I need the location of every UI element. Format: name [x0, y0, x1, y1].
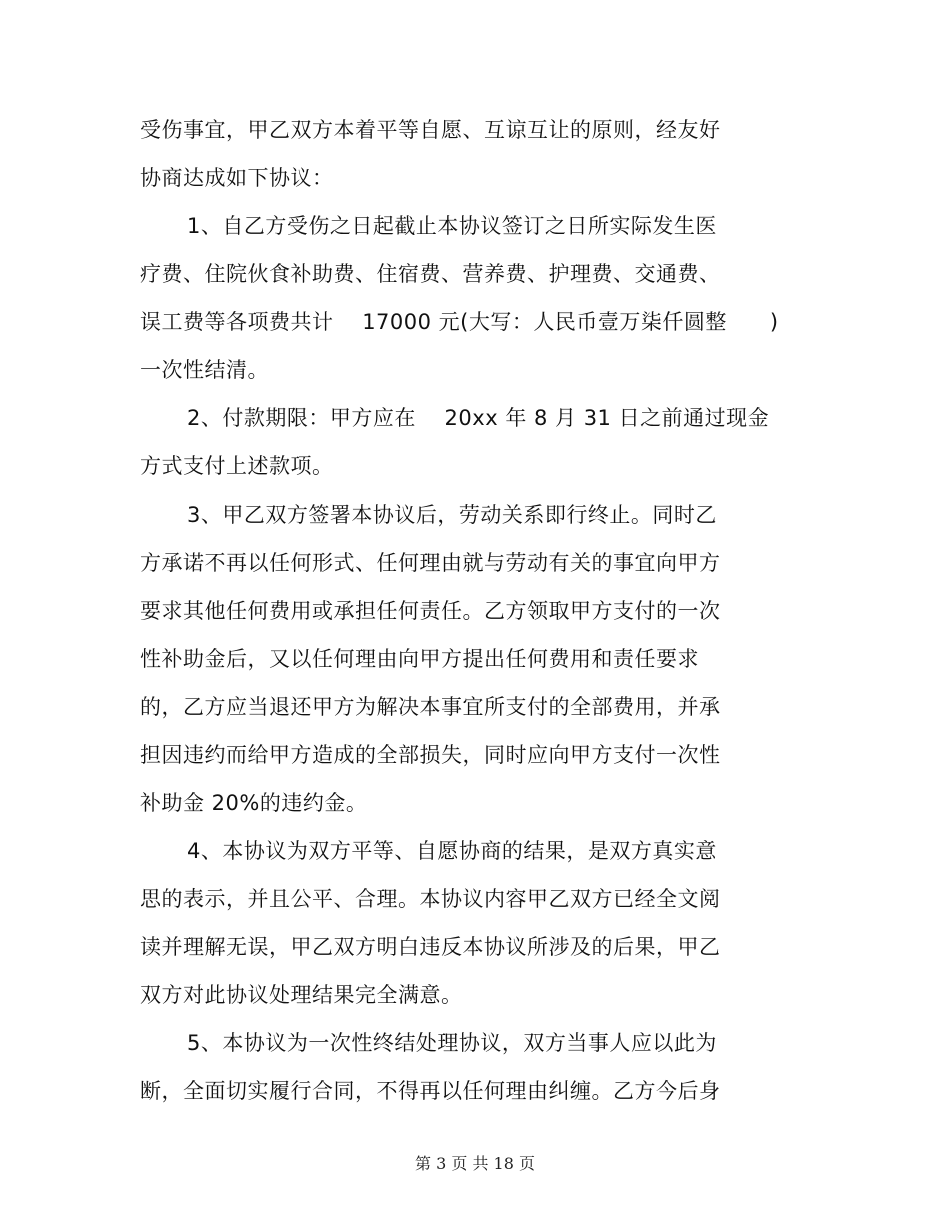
text-line: 要求其他任何费用或承担任何责任。乙方领取甲方支付的一次 [140, 599, 721, 623]
text-line: 疗费、住院伙食补助费、住宿费、营养费、护理费、交通费、 [140, 262, 721, 286]
text-line: 的，乙方应当退还甲方为解决本事宜所支付的全部费用，并承 [140, 695, 721, 719]
page-number-footer: 第 3 页 共 18 页 [415, 1154, 535, 1173]
text-line: 受伤事宜，甲乙双方本着平等自愿、互谅互让的原则，经友好 [140, 118, 721, 142]
text-line: 断，全面切实履行合同，不得再以任何理由纠缠。乙方今后身 [140, 1079, 721, 1103]
text-line: 协商达成如下协议： [140, 166, 334, 190]
clause-4-line: 4、本协议为双方平等、自愿协商的结果，是双方真实意 [187, 839, 717, 863]
text-line: 性补助金后，又以任何理由向甲方提出任何费用和责任要求 [140, 647, 699, 671]
text-line: 担因违约而给甲方造成的全部损失，同时应向甲方支付一次性 [140, 743, 721, 767]
amount-line: 误工费等各项费共计 17000 元(大写：人民币壹万柒仟圆整 ) [140, 310, 779, 334]
clause-3-line: 3、甲乙双方签署本协议后，劳动关系即行终止。同时乙 [187, 503, 717, 527]
text-line: 读并理解无误，甲乙双方明白违反本协议所涉及的后果，甲乙 [140, 935, 721, 959]
clause-2-line: 2、付款期限：甲方应在 20xx 年 8 月 31 日之前通过现金 [187, 406, 770, 430]
text-line: 方承诺不再以任何形式、任何理由就与劳动有关的事宜向甲方 [140, 551, 721, 575]
clause-5-line: 5、本协议为一次性终结处理协议，双方当事人应以此为 [187, 1031, 717, 1055]
text-line: 方式支付上述款项。 [140, 454, 334, 478]
text-line: 一次性结清。 [140, 358, 269, 382]
text-line: 补助金 20%的违约金。 [140, 791, 368, 815]
clause-1-line: 1、自乙方受伤之日起截止本协议签订之日所实际发生医 [187, 214, 717, 238]
text-line: 思的表示，并且公平、合理。本协议内容甲乙双方已经全文阅 [140, 887, 721, 911]
text-line: 双方对此协议处理结果完全满意。 [140, 983, 463, 1007]
